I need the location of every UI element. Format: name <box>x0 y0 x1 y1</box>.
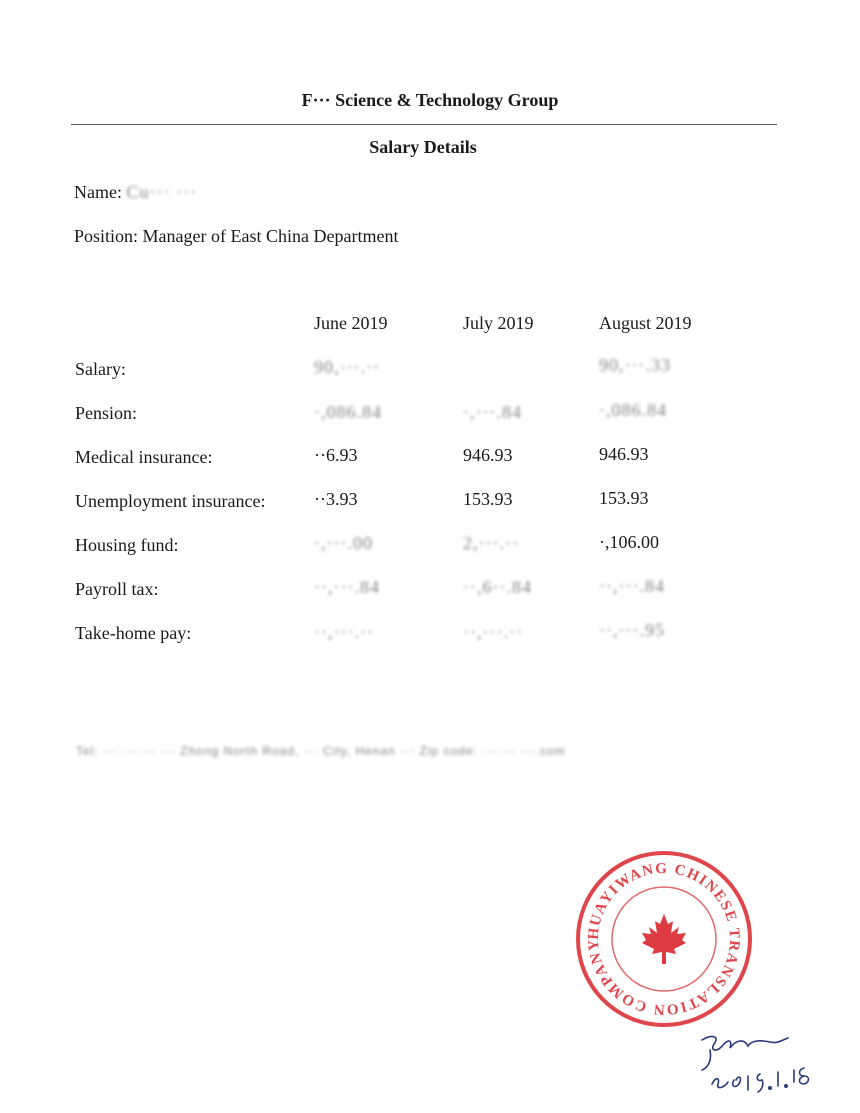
employee-name-field <box>74 182 197 203</box>
cell-housing-august: ·,106.00 <box>599 532 659 552</box>
cell-salary-june: 90,···.·· <box>314 357 380 377</box>
stamp-text: HUAYIWANG CHINESE TRANSLATION COMPANY <box>585 860 743 1018</box>
position-label: Position: <box>74 226 143 246</box>
cell-housing-july: 2,···.·· <box>463 533 519 553</box>
cell-takehome-june: ··,···.·· <box>314 622 374 642</box>
handwritten-signature <box>690 1020 820 1100</box>
cell-takehome-august: ··,···.95 <box>599 620 665 640</box>
cell-unemployment-june: ··3.93 <box>314 489 358 509</box>
header-divider <box>71 124 777 125</box>
cell-tax-july: ··,6··.84 <box>463 577 532 597</box>
row-label-unemployment-insurance: Unemployment insurance: <box>75 491 266 511</box>
cell-medical-june: ··6.93 <box>314 445 358 465</box>
document-title: Salary Details <box>369 137 477 157</box>
row-label-take-home-pay: Take-home pay: <box>75 623 192 643</box>
column-header-june: June 2019 <box>314 313 388 333</box>
column-header-july: July 2019 <box>463 313 534 333</box>
cell-medical-july: 946.93 <box>463 445 513 465</box>
cell-medical-august: 946.93 <box>599 444 649 464</box>
cell-takehome-july: ··,···.·· <box>463 622 523 642</box>
cell-pension-july: ·,···.84 <box>463 402 522 422</box>
name-value: Cu··· ··· <box>126 182 197 202</box>
cell-tax-august: ··,···.84 <box>599 576 665 596</box>
cell-unemployment-august: 153.93 <box>599 488 649 508</box>
cell-pension-june: ·,086.84 <box>314 402 382 422</box>
name-label: Name: <box>74 182 127 202</box>
row-label-pension: Pension: <box>75 403 138 423</box>
cell-salary-august: 90,···.33 <box>599 355 671 375</box>
column-header-august: August 2019 <box>599 313 692 333</box>
footer-contact-line: Tel: ··· ··· ··· ··· Zhong North Road, ··· City, Henan ··· Zip code: ··· ··· ···.com <box>76 744 566 758</box>
cell-pension-august: ·,086.84 <box>599 400 667 420</box>
cell-tax-june: ··,···.84 <box>314 577 380 597</box>
position-value: Manager of East China Department <box>142 226 399 246</box>
row-label-housing-fund: Housing fund: <box>75 535 179 555</box>
row-label-medical-insurance: Medical insurance: <box>75 447 213 467</box>
row-label-payroll-tax: Payroll tax: <box>75 579 159 599</box>
company-header: F··· Science & Technology Group <box>301 90 559 110</box>
cell-housing-june: ·,···.00 <box>314 533 373 553</box>
translation-company-stamp <box>573 848 755 1030</box>
row-label-salary: Salary: <box>75 359 126 379</box>
maple-leaf-icon <box>642 914 686 964</box>
cell-unemployment-july: 153.93 <box>463 489 513 509</box>
employee-position-field <box>74 226 398 247</box>
